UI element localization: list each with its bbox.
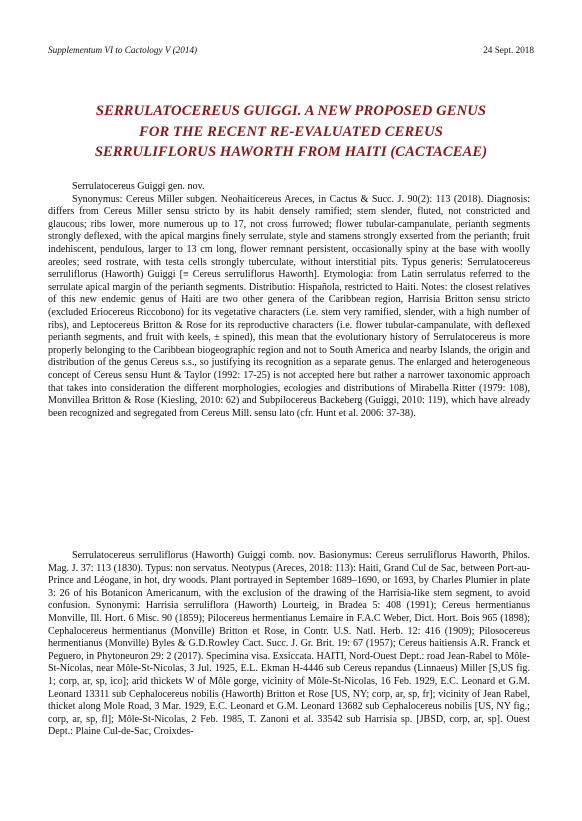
genus-description: Synonymus: Cereus Miller subgen. Neohaiticereus Areces, in Cactus & Succ. J. 90(2): 113 (2018). Diagnosis: differs from Cereus Miller sensu stricto by its habit densely ramified; stem slender, fluted, not constricted and glaucous; ribs lower, more numerous up to 17, not cross furrowed; flower tubular-campanulate, perianth segments strongly deflexed, with the apical margins finely serrulate, style and stamens strongly exserted from the perianth; fruit indehiscent, pendulous, larger to 13 cm long, flower remnant persistent, occasionally spiny at the base with woolly areoles; seed rostrate, with testa cells strongly tuberculate, without interstitial pits. Typus generis: Serrulatocereus serruliflorus (Haworth) Guiggi [≡ Cereus serruliflorus Haworth]. Etymologia: from Latin serrulatus referred to the serrulate apical margin of the perianth segments. Distributio: Hispañola, restricted to Haiti. Notes: the closest relatives of this new endemic genus of Haiti are two other genera of the Caribbean region, Harrisia Britton sensu stricto (excluded Eriocereus Riccobono) for its vegetative characters (i.e. stem very ramified, slender, with a high number of ribs), and Leptocereus Britton & Rose for its reproductive characters (i.e. flower tubular-campanulate, with deflexed perianth segments, and fruit with keels, ± spined), this mean that the evolutionary history of Serrulatocereus is more properly belonging to the Caribbean biogeographic region and not to South America and nearby Islands, the origin and distribution of the genus Cereus s.s., so justifying its recognition as a separate genus. The enlarged and heterogeneous concept of Cereus sensu Hunt & Taylor (1992: 17-25) is not accepted here but rather a narrower taxonomic approach that takes into consideration the different morphologies, ecologies and distributions of Mirabella Ritter (1979: 108), Monvillea Britton & Rose (Kiesling, 2010: 62) and Subpilocereus Backeberg (Guiggi, 2010: 119), which have already been recognized and segregated from Cereus Mill. sensu lato (cfr. Hunt et al. 2006: 37-38). — [48, 193, 530, 419]
genus-heading: Serrulatocereus Guiggi gen. nov. — [72, 181, 205, 192]
title-line-2: FOR THE RECENT RE-EVALUATED CEREUS — [139, 123, 443, 140]
title-line-3: SERRULIFLORUS HAWORTH FROM HAITI (CACTACEAE) — [94, 144, 488, 160]
species-section — [48, 550, 530, 739]
species-description: Serrulatocereus serruliflorus (Haworth) Guiggi comb. nov. Basionymus: Cereus serruliflorus Haworth, Philos. Mag. J. 37: 113 (1830). Typus: non servatus. Neotypus (Areces, 2018: 113): Haiti, Grand Cul de Sac, between Port-au-Prince and Léogane, in hot, dry woods. Plant portrayed in September 1689–1690, or 1693, by Charles Plumier in plate 3: 26 of his Botanicon Americanum, with the exclusion of the drawing of the Harrisia-like stem segment, to avoid confusion. Synonymi: Harrisia serruliflora (Haworth) Lourteig, in Bradea 5: 408 (1991); Cereus hermentianus Monville, Ill. Hort. 6 Misc. 90 (1859); Pilocereus hermentianus Lemaire in F.A.C Weber, Dict. Hort. Bois 965 (1898); Cephalocereus hermentianus (Monville) Britton et Rose, in Contr. U.S. Natl. Herb. 12: 416 (1909); Pilosocereus hermentianus (Monville) Byles & G.D.Rowley Cact. Succ. J. Gr. Brit. 19: 67 (1957); Cereus haitiensis A.R. Franck et Peguero, in Phytoneuron 29: 2 (2017). Specimina visa. Exsiccata. HAITI, Nord-Ouest Dept.: road Jean-Rabel to Môle-St-Nicolas, near Môle-St-Nicolas, 3 Jul. 1925, E.L. Ekman H-4446 sub Cereus repandus (Linnaeus) Miller [S,US fig. 1; corp, ar, sp, ico]; arid thickets W of Môle gorge, vicinity of Môle-St-Nicolas, 16 Feb. 1929, E.C. Leonard et G.M. Leonard 13311 sub Cephalocereus nobilis (Haworth) Britton et Rose [US, NY; corp, ar, sp, fr]; vicinity of Jean Rabel, thicket along Mole Road, 3 Mar. 1929, E.C. Leonard et G.M. Leonard 13682 sub Cephalocereus nobilis [US, NY fig.; corp, ar, sp, fl]; Môle-St-Nicolas, 2 Feb. 1985, T. Zanoni et al. 33542 sub Harrisia sp. [JBSD, corp, ar, sp]. Ouest Dept.: Plaine Cul-de-Sac, Croixdes- — [48, 550, 530, 738]
genus-section — [48, 181, 530, 420]
header-date: 24 Sept. 2018 — [483, 45, 534, 55]
title-line-1: SERRULATOCEREUS GUIGGI. A NEW PROPOSED GENUS — [95, 103, 487, 119]
article-title — [30, 101, 552, 163]
journal-name: Supplementum VI to Cactology V (2014) — [48, 45, 198, 55]
